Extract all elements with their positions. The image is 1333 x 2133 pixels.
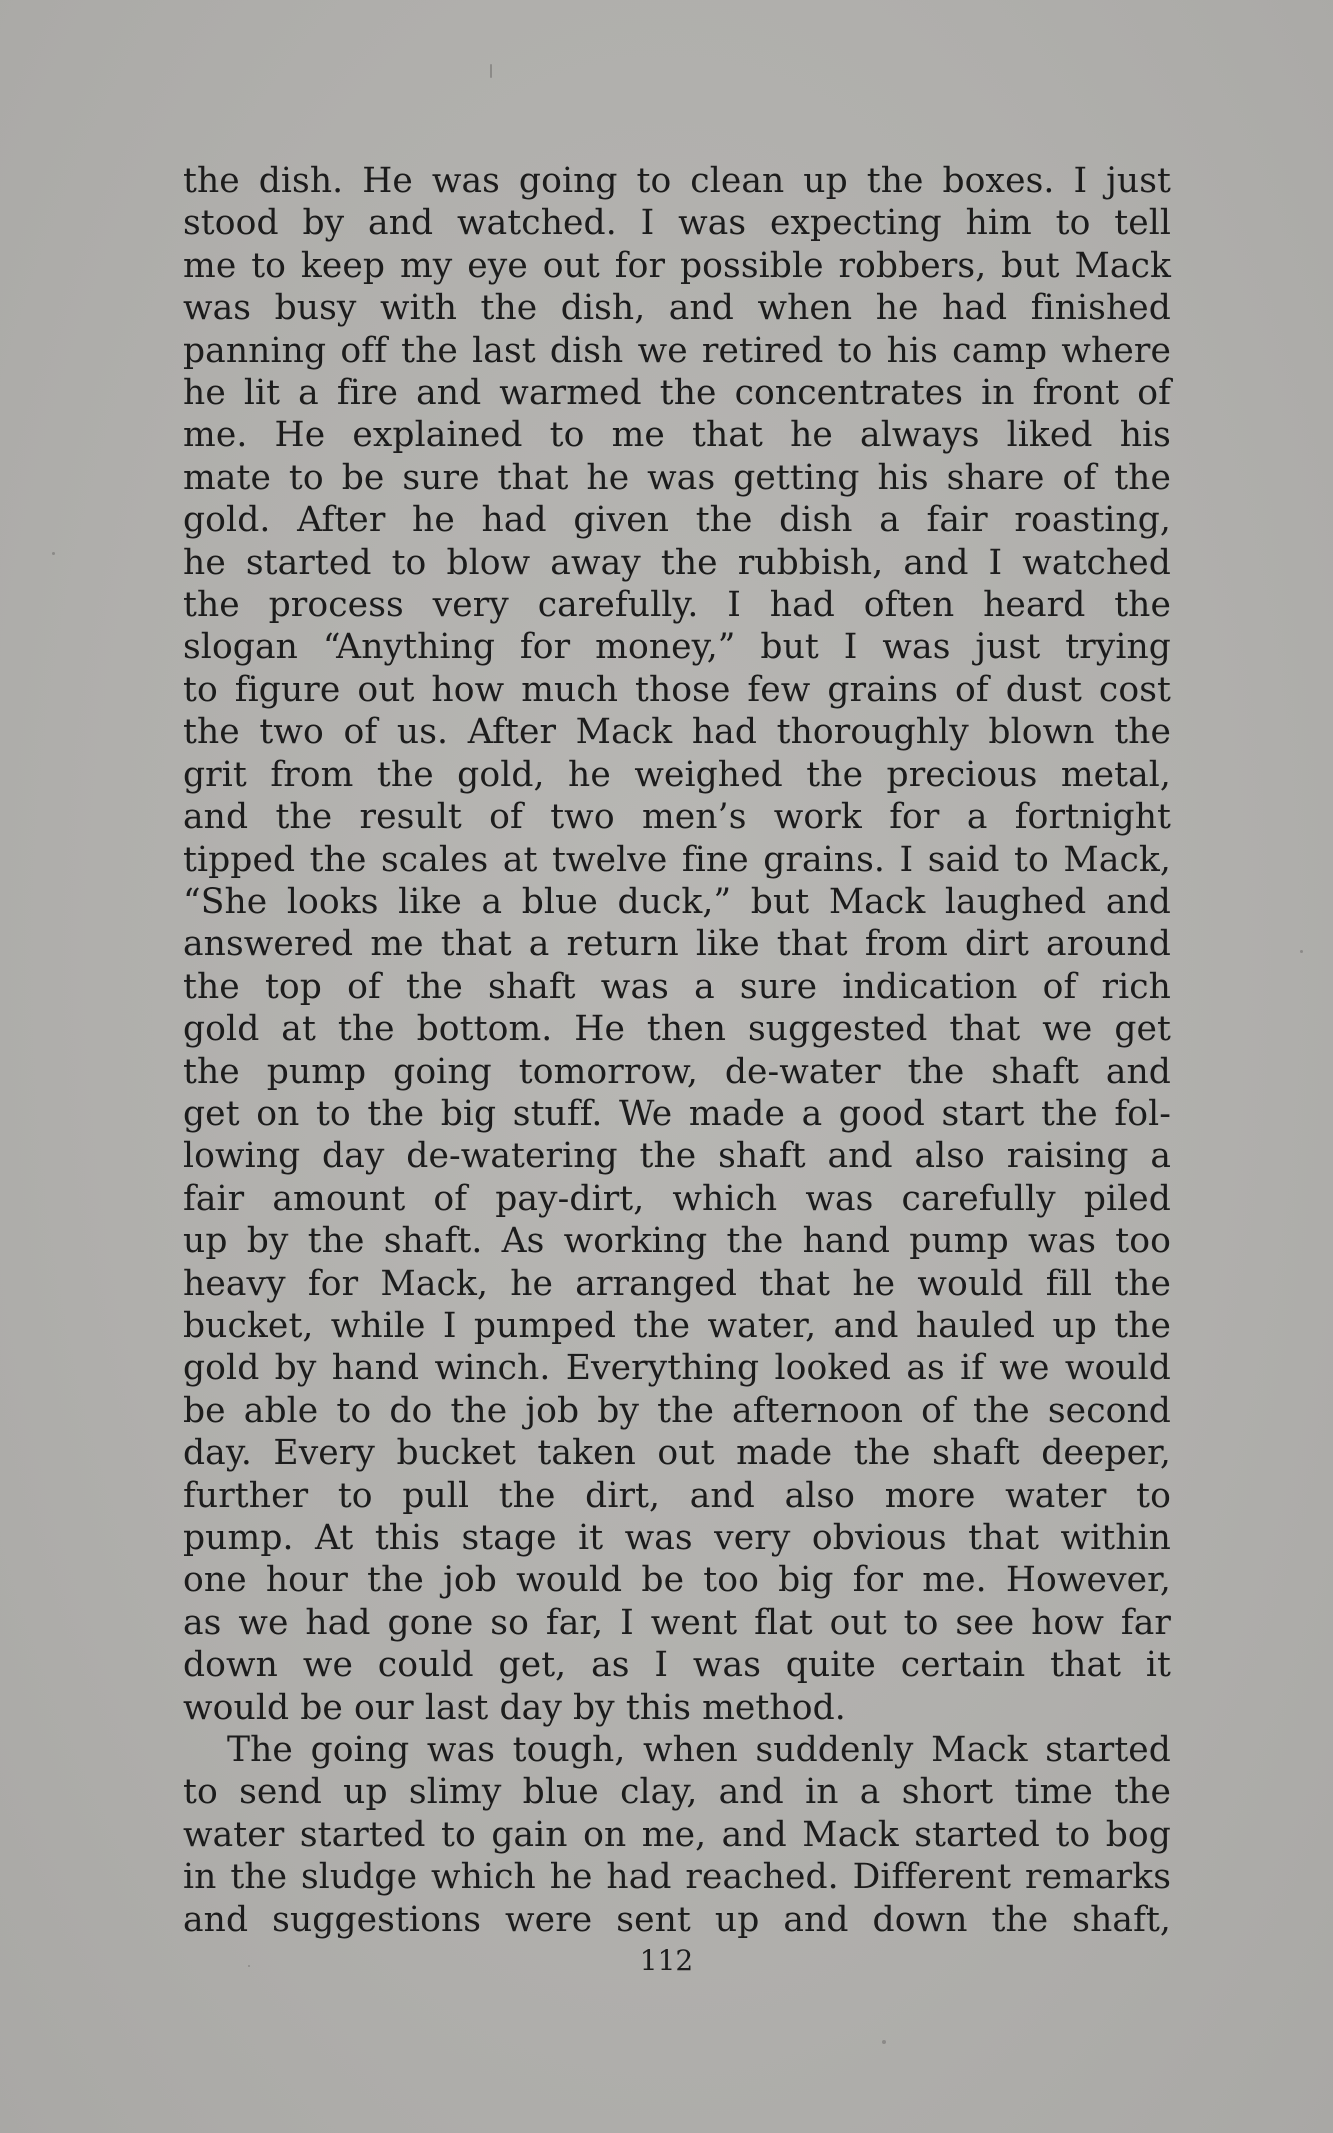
text-line: me to keep my eye out for possible robbers, but Mack (183, 245, 1171, 286)
text-line: get on to the big stuff. We made a good start the fol- (183, 1093, 1171, 1134)
text-line: water started to gain on me, and Mack started to bog (183, 1814, 1171, 1855)
text-line: answered me that a return like that from dirt around (183, 924, 1171, 965)
paper-speck (490, 64, 492, 78)
text-line: to figure out how much those few grains of dust cost (183, 669, 1171, 710)
text-line: in the sludge which he had reached. Different remarks (183, 1857, 1171, 1898)
text-line: and suggestions were sent up and down the shaft, (183, 1899, 1171, 1940)
text-line: and the result of two men’s work for a fortnight (183, 797, 1171, 838)
text-line: grit from the gold, he weighed the precious metal, (183, 754, 1171, 795)
text-line: bucket, while I pumped the water, and hauled up the (183, 1305, 1171, 1346)
text-line: the top of the shaft was a sure indication of rich (183, 966, 1171, 1007)
text-line: day. Every bucket taken out made the shaft deeper, (183, 1433, 1171, 1474)
text-line: one hour the job would be too big for me. However, (183, 1560, 1171, 1601)
text-line: would be our last day by this method. (183, 1687, 846, 1728)
text-line: as we had gone so far, I went flat out to see how far (183, 1602, 1171, 1643)
text-line: stood by and watched. I was expecting him to tell (183, 203, 1171, 244)
text-line: down we could get, as I was quite certain that it (183, 1645, 1171, 1686)
text-line: tipped the scales at twelve fine grains. I said to Mack, (183, 839, 1171, 880)
text-line: he lit a fire and warmed the concentrates in front of (183, 373, 1171, 414)
text-line: the process very carefully. I had often heard the (183, 585, 1171, 626)
text-line: The going was tough, when suddenly Mack started (227, 1730, 1171, 1771)
text-line: be able to do the job by the afternoon of the second (183, 1390, 1171, 1431)
text-line: mate to be sure that he was getting his share of the (183, 457, 1171, 498)
paper-speck (52, 552, 55, 555)
text-line: the two of us. After Mack had thoroughly blown the (183, 712, 1171, 753)
text-line: fair amount of pay-dirt, which was carefully piled (183, 1178, 1171, 1219)
paper-speck (1300, 950, 1303, 953)
page-number: 112 (639, 1944, 694, 1977)
text-line: further to pull the dirt, and also more water to (183, 1475, 1171, 1516)
paragraph-1 (183, 160, 1171, 1729)
text-line: gold by hand winch. Everything looked as if we would (183, 1348, 1171, 1389)
text-line: up by the shaft. As working the hand pump was too (183, 1221, 1171, 1262)
text-line: panning off the last dish we retired to his camp where (183, 330, 1171, 371)
text-line: heavy for Mack, he arranged that he would fill the (183, 1263, 1171, 1304)
text-line: “She looks like a blue duck,” but Mack laughed and (183, 881, 1171, 922)
text-line: the dish. He was going to clean up the boxes. I just (183, 161, 1171, 201)
text-line: pump. At this stage it was very obvious that within (183, 1518, 1171, 1558)
paper-speck (882, 2040, 886, 2044)
body-text (183, 160, 1171, 1941)
text-line: slogan “Anything for money,” but I was just trying (183, 627, 1171, 668)
text-line: lowing day de-watering the shaft and also raising a (183, 1136, 1171, 1177)
text-line: to send up slimy blue clay, and in a short time the (183, 1772, 1171, 1813)
text-line: me. He explained to me that he always liked his (183, 415, 1171, 456)
text-line: the pump going tomorrow, de-water the shaft and (183, 1051, 1171, 1092)
paragraph-2 (183, 1729, 1171, 1941)
text-line: was busy with the dish, and when he had finished (183, 288, 1171, 329)
text-line: gold at the bottom. He then suggested that we get (183, 1009, 1171, 1050)
text-line: he started to blow away the rubbish, and I watched (183, 542, 1171, 583)
text-line: gold. After he had given the dish a fair roasting, (183, 500, 1171, 541)
